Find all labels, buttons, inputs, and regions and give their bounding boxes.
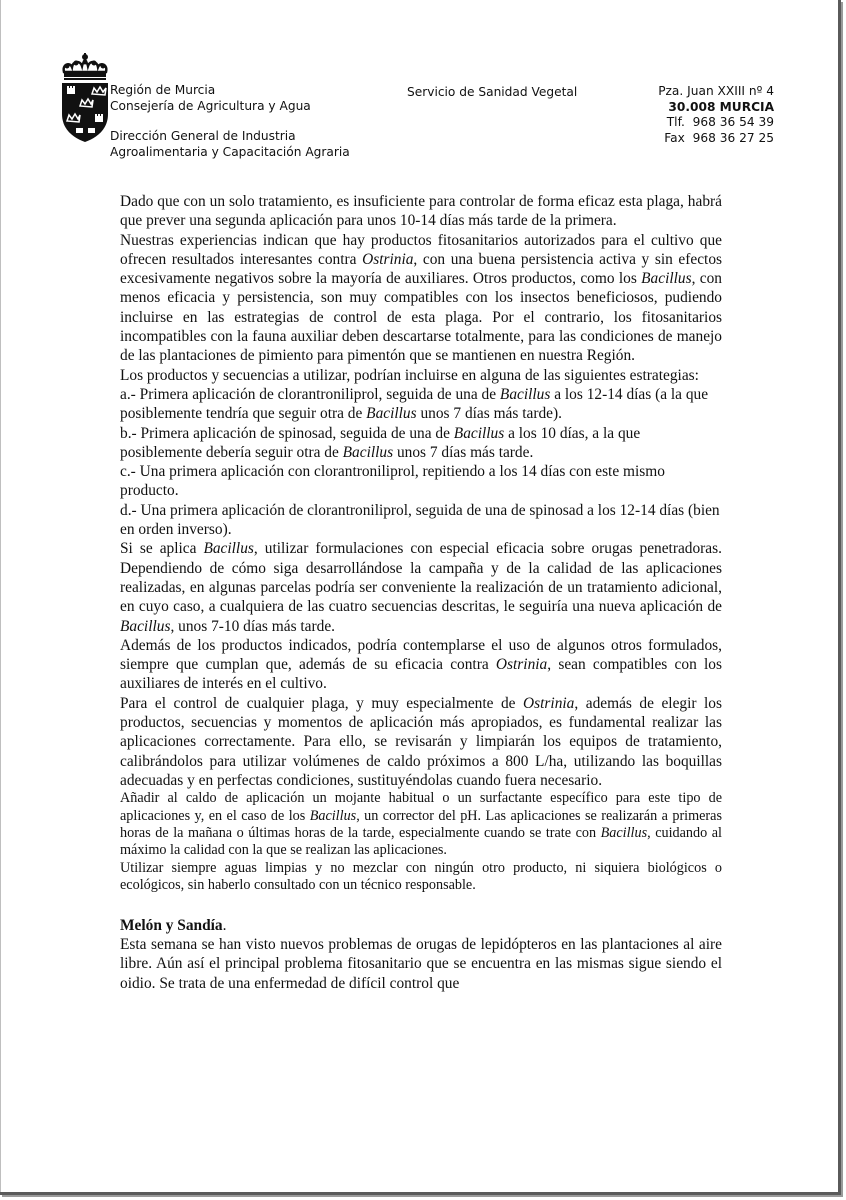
fax-number: Fax 968 36 27 25 — [664, 130, 774, 145]
list-item: d.- Una primera aplicación de clorantroniliprol, seguida de una de spinosad a los 12-14 días (bien en orden inverso). — [120, 501, 720, 539]
phone-number: Tlf. 968 36 54 39 — [666, 115, 774, 129]
issuing-organization — [110, 82, 350, 160]
paragraph: Además de los productos indicados, podría contemplarse el uso de algunos otros formulados, siempre que cumplan que, además de su eficacia contra Ostrinia, sean compatibles con los auxiliares de interés en el cultivo. — [120, 636, 722, 693]
paragraph: Añadir al caldo de aplicación un mojante habitual o un surfactante específico para este tipo de aplicaciones y, en el caso de los Bacillus, un corrector del pH. Las aplicaciones se realizarán a primeras horas de la mañana o últimas horas de la tarde, especialmente cuando se trate con Bacillus, cuidando al máximo la calidad con la que se realizan las aplicaciones. — [120, 790, 722, 859]
org-directorate-cont: Agroalimentaria y Capacitación Agraria — [110, 145, 350, 159]
document-body — [120, 192, 722, 993]
region-de-murcia-coat-of-arms-icon — [58, 52, 112, 144]
page-edge — [0, 0, 1, 1192]
list-item: b.- Primera aplicación de spinosad, seguida de una de Bacillus a los 10 días, a la que posiblemente debería seguir otra de Bacillus unos 7 días más tarde. — [120, 424, 641, 461]
org-department: Consejería de Agricultura y Agua — [110, 99, 311, 113]
paragraph: Los productos y secuencias a utilizar, podrían incluirse en alguna de las siguientes estrategias: — [120, 366, 699, 384]
list-item: c.- Una primera aplicación con clorantroniliprol, repitiendo a los 14 días con este mismo producto. — [120, 463, 665, 500]
address-street: Pza. Juan XXIII nº 4 — [658, 84, 774, 98]
paragraph: Si se aplica Bacillus, utilizar formulaciones con especial eficacia sobre orugas penetradoras. Dependiendo de cómo siga desarrollándose la campaña y de la calidad de las aplicaciones realizadas, en algunas parcelas podría ser conveniente la realización de un tratamiento adicional, en cuyo caso, a cualquiera de las cuatro secuencias descritas, le seguiría una nueva aplicación de Bacillus, unos 7-10 días más tarde. — [120, 540, 722, 635]
address-city: 30.008 MURCIA — [668, 99, 774, 114]
service-name: Servicio de Sanidad Vegetal — [407, 85, 578, 99]
org-directorate: Dirección General de Industria — [110, 129, 296, 143]
paragraph: Nuestras experiencias indican que hay productos fitosanitarios autorizados para el cultivo que ofrecen resultados interesantes contra Ostrinia, con una buena persistencia activa y sin efectos excesivamente negativos sobre la mayoría de auxiliares. Otros productos, como los Bacillus, con menos eficacia y persistencia, son muy compatibles con los insectos beneficiosos, pudiendo incluirse en las estrategias de control de esta plaga. Por el contrario, los fitosanitarios incompatibles con la fauna auxiliar deben descartarse totalmente, para las condiciones de manejo de las plantaciones de pimiento para pimentón que se mantienen en nuestra Región. — [120, 231, 723, 365]
paragraph: Dado que con un solo tratamiento, es insuficiente para controlar de forma eficaz esta plaga, habrá que prever una segunda aplicación para unos 10-14 días más tarde de la primera. — [120, 193, 722, 230]
paragraph: Utilizar siempre aguas limpias y no mezclar con ningún otro producto, ni siquiera biológicos o ecológicos, sin haberlo consultado con un técnico responsable. — [120, 859, 722, 894]
contact-address — [658, 84, 774, 146]
list-item: a.- Primera aplicación de clorantroniliprol, seguida de una de Bacillus a los 12-14 días (a la que posiblemente tendría que seguir otra de Bacillus unos 7 días más tarde). — [120, 385, 709, 423]
paragraph: Para el control de cualquier plaga, y muy especialmente de Ostrinia, además de elegir los productos, secuencias y momentos de aplicación más apropiados, es fundamental realizar las aplicaciones correctamente. Para ello, se revisarán y limpiarán los equipos de tratamiento, calibrándolos para utilizar volúmenes de caldo próximos a 800 L/ha, utilizando las boquillas adecuadas y en perfectas condiciones, sustituyéndolas cuando fuera necesario. — [120, 694, 722, 789]
org-region: Región de Murcia — [110, 83, 216, 97]
paragraph: Esta semana se han visto nuevos problemas de orugas de lepidópteros en las plantaciones al aire libre. Aún así el principal problema fitosanitario que se encuentra en las mismas sigue siendo el oidio. Se trata de una enfermedad de difícil control que — [120, 935, 722, 992]
section-heading: Melón y Sandía. — [120, 916, 227, 934]
